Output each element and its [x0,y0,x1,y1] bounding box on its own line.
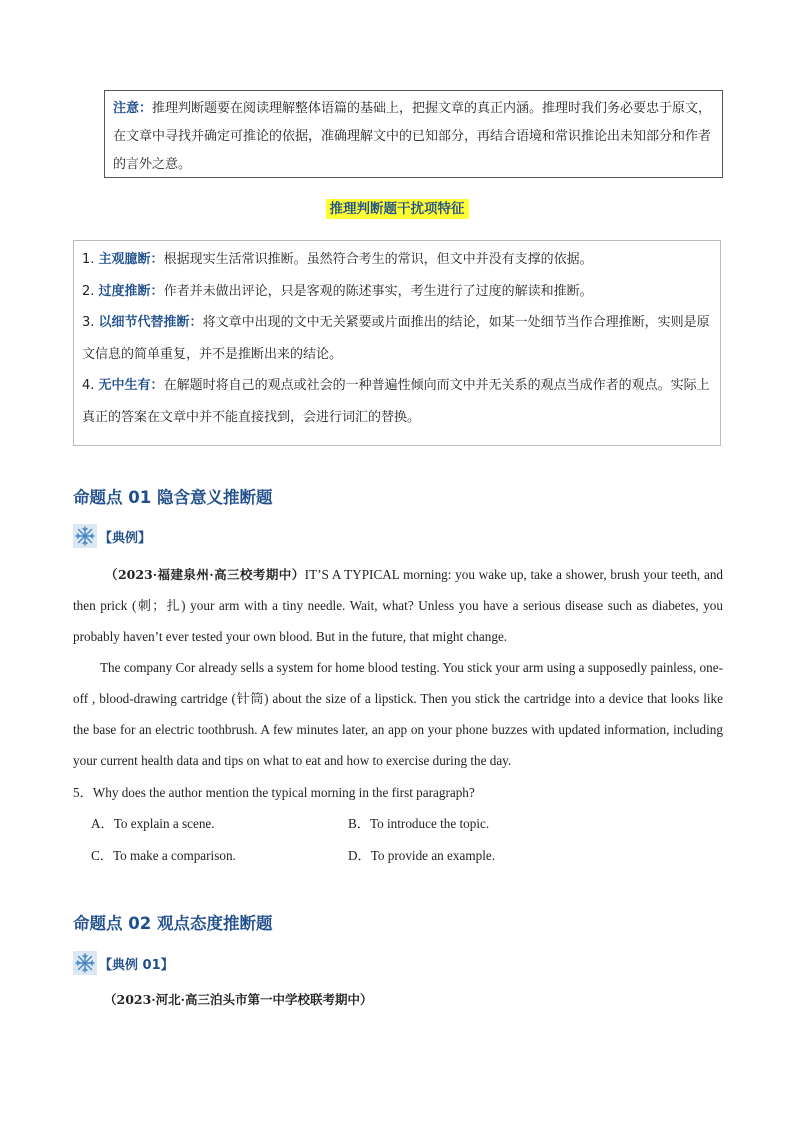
snowflake-icon [73,524,97,548]
passage-text-2: The company Cor already sells a system for home blood testing. You stick your arm using a supposedly painless, one-off , blood-drawing cartridge (针筒) about the size of a lipstick. Then you stick the cartridge into a device that looks like the base for an electric toothbrush. A few minutes later, an app on your phone buzzes with updated information, including your current health data and tips on what to eat and how to exercise during the day. [73,660,723,768]
option-c: C．To make a comparison. [91,848,236,863]
option-d: D．To provide an example. [348,848,496,863]
passage-paragraph-1 [73,559,723,652]
example-tag-text: 【典例】 [99,530,152,546]
passage-source: （2023·福建泉州·高三校考期中） [105,567,305,582]
option-a: A．To explain a scene. [91,816,215,831]
feature-item-1 [82,244,712,276]
feature-num: 1. [82,252,99,267]
feature-text: 根据现实生活常识推断。虽然符合考生的常识，但文中并没有支撑的依据。 [163,252,593,267]
section-heading-2: 命题点 02 观点态度推断题 [73,914,273,933]
example-tag-2 [73,950,174,976]
feature-label: 过度推断： [98,283,164,299]
feature-box [73,240,721,446]
feature-text: 作者并未做出评论，只是客观的陈述事实，考生进行了过度的解读和推断。 [163,283,593,299]
distractor-title-text: 推理判断题干扰项特征 [326,199,469,219]
feature-item-2 [82,276,712,308]
feature-num: 4. [82,378,99,393]
feature-label: 无中生有： [98,378,164,393]
option-b: B．To introduce the topic. [348,816,490,831]
passage-paragraph-2 [73,652,723,776]
example-tag-1 [73,523,151,549]
passage-source-2: （2023·河北·高三泊头市第一中学校联考期中） [104,992,373,1007]
feature-item-3 [82,307,712,370]
feature-label: 以细节代替推断： [98,315,203,330]
distractor-title [0,198,794,219]
question-5: 5．Why does the author mention the typical morning in the first paragraph? [73,785,475,800]
passage-text-1: IT’S A TYPICAL morning: you wake up, take a shower, brush your teeth, and then prick (刺；扎) your arm with a tiny needle. Wait, what? Unless you have a serious disease such as diabetes, you probably haven’t ever tested your own blood. But in the future, that might change. [73,567,724,644]
example-tag-text: 【典例 01】 [99,957,174,973]
note-label: 注意： [113,101,153,116]
feature-num: 2. [82,283,99,299]
section-heading-1: 命题点 01 隐含意义推断题 [73,488,273,507]
feature-label: 主观臆断： [98,252,164,267]
feature-text: 在解题时将自己的观点或社会的一种普遍性倾向而文中并无关系的观点当成作者的观点。实际上真正的答案在文章中并不能直接找到，会进行词汇的替换。 [82,378,710,425]
feature-text: 将文章中出现的文中无关紧要或片面推出的结论，如某一处细节当作合理推断，实则是原文信息的简单重复，并不是推断出来的结论。 [82,315,710,362]
feature-item-4 [82,370,712,433]
note-box [104,90,723,178]
feature-num: 3. [82,315,99,330]
note-text: 推理判断题要在阅读理解整体语篇的基础上，把握文章的真正内涵。推理时我们务必要忠于原文，在文章中寻找并确定可推论的依据，准确理解文中的已知部分，再结合语境和常识推论出未知部分和作者的言外之意。 [113,101,712,172]
snowflake-icon [73,951,97,975]
